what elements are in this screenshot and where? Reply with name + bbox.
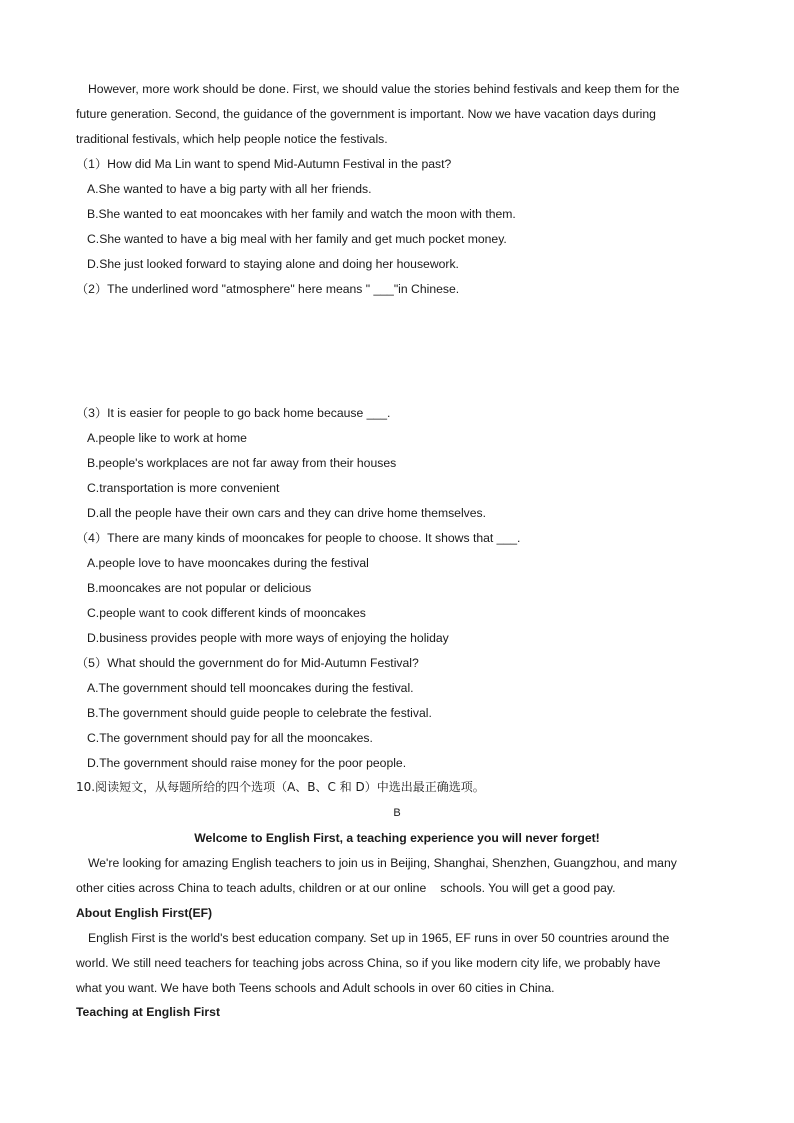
- answer-option: A.people love to have mooncakes during the festival: [87, 556, 369, 570]
- answer-option: C.The government should pay for all the mooncakes.: [87, 731, 373, 745]
- question-stem: （4）There are many kinds of mooncakes for people to choose. It shows that ___.: [76, 531, 521, 545]
- answer-option: B.mooncakes are not popular or delicious: [87, 581, 312, 595]
- answer-option: D.She just looked forward to staying alone and doing her housework.: [87, 257, 459, 271]
- answer-option: B.The government should guide people to celebrate the festival.: [87, 706, 432, 720]
- paragraph-text: schools. You will get a good pay.: [440, 881, 616, 895]
- paragraph-line: world. We still need teachers for teaching jobs across China, so if you like modern city life, we probably have: [76, 956, 661, 970]
- answer-option: A.She wanted to have a big party with all her friends.: [87, 182, 372, 196]
- section-instruction: 10.阅读短文，从每题所给的四个选项（A、B、C 和 D）中选出最正确选项。: [76, 780, 485, 794]
- answer-option: D.all the people have their own cars and they can drive home themselves.: [87, 506, 487, 520]
- section-heading: About English First(EF): [76, 906, 213, 920]
- answer-option: A.The government should tell mooncakes during the festival.: [87, 681, 414, 695]
- paragraph-line: future generation. Second, the guidance of the government is important. Now we have vacation days during: [76, 107, 656, 121]
- question-stem: （3）It is easier for people to go back home because ___.: [76, 406, 391, 420]
- answer-option: C.people want to cook different kinds of mooncakes: [87, 606, 366, 620]
- answer-option: C.transportation is more convenient: [87, 481, 280, 495]
- paragraph-line: what you want. We have both Teens schools and Adult schools in over 60 cities in China.: [76, 981, 555, 995]
- section-heading: Teaching at English First: [76, 1005, 221, 1019]
- answer-option: B.She wanted to eat mooncakes with her family and watch the moon with them.: [87, 207, 516, 221]
- passage-title: Welcome to English First, a teaching experience you will never forget!: [194, 831, 600, 845]
- answer-option: D.The government should raise money for the poor people.: [87, 756, 407, 770]
- paragraph-line: However, more work should be done. First, we should value the stories behind festivals and keep them for the: [88, 82, 680, 96]
- paragraph-line: [76, 880, 726, 896]
- answer-option: D.business provides people with more ways of enjoying the holiday: [87, 631, 449, 645]
- section-letter: B: [393, 807, 401, 819]
- answer-option: A.people like to work at home: [87, 431, 247, 445]
- paragraph-line: traditional festivals, which help people notice the festivals.: [76, 132, 388, 146]
- question-stem: （2）The underlined word "atmosphere" here means " ___"in Chinese.: [76, 282, 460, 296]
- paragraph-text: other cities across China to teach adults, children or at our online: [76, 881, 427, 895]
- answer-option: C.She wanted to have a big meal with her family and get much pocket money.: [87, 232, 507, 246]
- answer-option: B.people's workplaces are not far away from their houses: [87, 456, 397, 470]
- paragraph-line: We're looking for amazing English teachers to join us in Beijing, Shanghai, Shenzhen, Guangzhou, and many: [88, 856, 677, 870]
- question-stem: （1）How did Ma Lin want to spend Mid-Autumn Festival in the past?: [76, 157, 452, 171]
- question-stem: （5）What should the government do for Mid-Autumn Festival?: [76, 656, 419, 670]
- paragraph-line: English First is the world's best education company. Set up in 1965, EF runs in over 50 countries around the: [88, 931, 670, 945]
